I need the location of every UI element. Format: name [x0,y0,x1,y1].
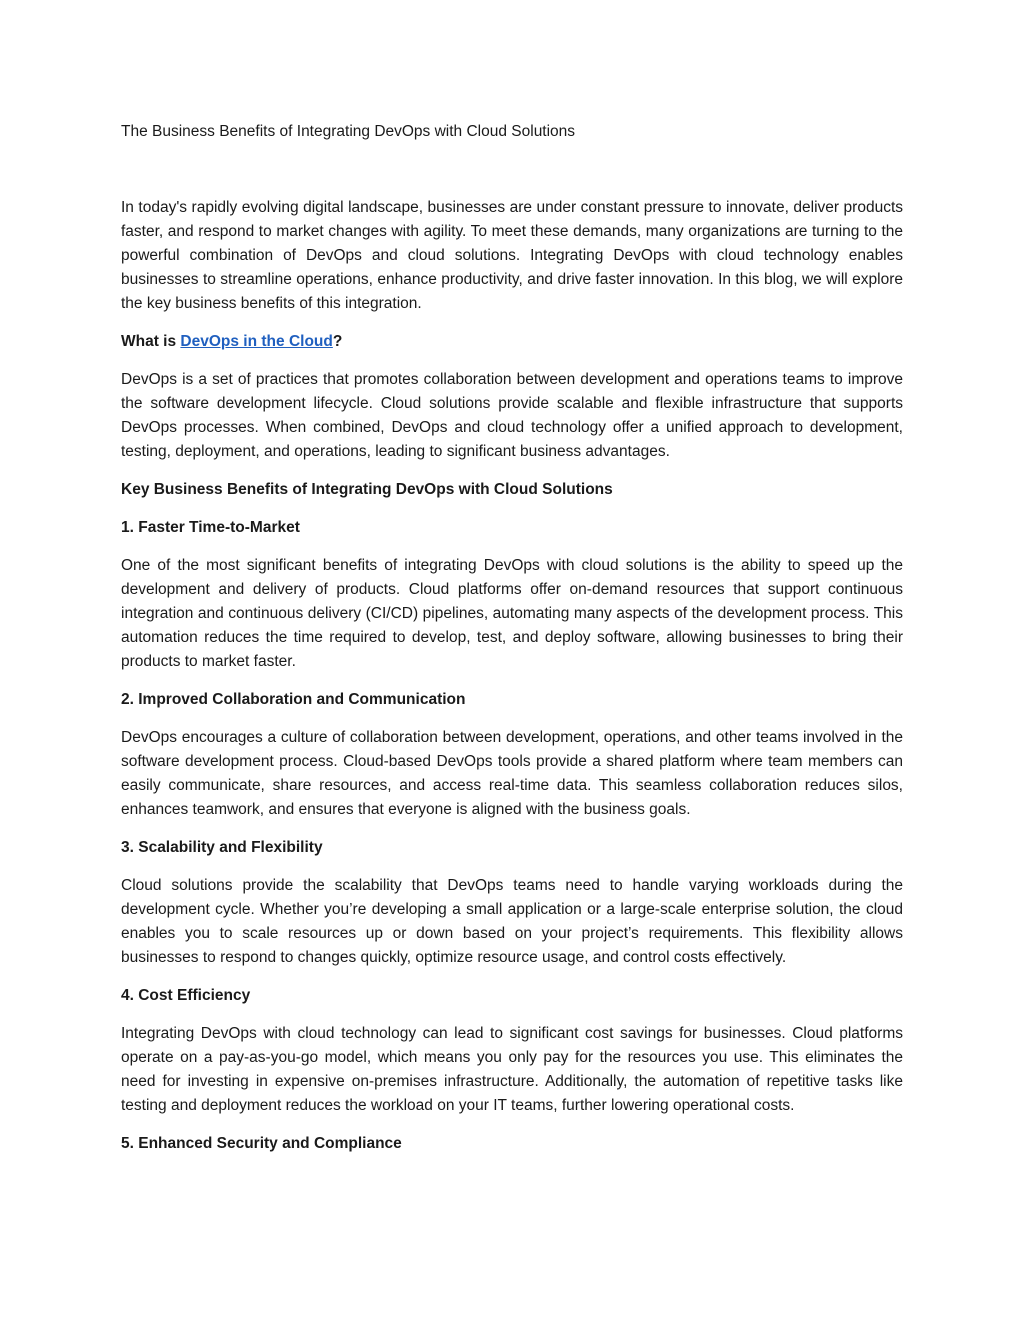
devops-paragraph: DevOps is a set of practices that promotes collaboration between development and operations teams to improve the software development lifecycle. Cloud solutions provide scalable and flexible infrastructure that supports DevOps processes. When combined, DevOps and cloud technology offer a unified approach to development, testing, deployment, and operations, leading to significant business advantages. [121,371,903,460]
section-heading-security-compliance: 5. Enhanced Security and Compliance [121,1135,402,1152]
document-title: The Business Benefits of Integrating DevOps with Cloud Solutions [121,123,576,140]
key-benefits-heading: Key Business Benefits of Integrating DevOps with Cloud Solutions [121,481,613,498]
section-body-cost-efficiency: Integrating DevOps with cloud technology can lead to significant cost savings for businesses. Cloud platforms operate on a pay-as-you-go model, which means you only pay for the resources you use. This eliminates the need for investing in expensive on-premises infrastructure. Additionally, the automation of repetitive tasks like testing and deployment reduces the workload on your IT teams, further lowering operational costs. [121,1025,903,1114]
what-is-prefix: What is [121,333,181,350]
section-body-faster-time-to-market: One of the most significant benefits of integrating DevOps with cloud solutions is the ability to speed up the development and delivery of products. Cloud platforms offer on-demand resources that support continuous integration and continuous delivery (CI/CD) pipelines, automating many aspects of the development process. This automation reduces the time required to develop, test, and deploy software, allowing businesses to bring their products to market faster. [121,557,903,670]
what-is-heading [121,330,903,354]
section-body-scalability-flexibility: Cloud solutions provide the scalability that DevOps teams need to handle varying workloads during the development cycle. Whether you’re developing a small application or a large-scale enterprise solution, the cloud enables you to scale resources up or down based on your project’s requirements. This flexibility allows businesses to respond to changes quickly, optimize resource usage, and control costs effectively. [121,877,903,966]
devops-in-the-cloud-link[interactable]: DevOps in the Cloud [180,333,333,350]
section-body-improved-collaboration: DevOps encourages a culture of collaboration between development, operations, and other teams involved in the software development process. Cloud-based DevOps tools provide a shared platform where team members can easily communicate, share resources, and access real-time data. This seamless collaboration reduces silos, enhances teamwork, and ensures that everyone is aligned with the business goals. [121,729,903,818]
section-heading-faster-time-to-market: 1. Faster Time-to-Market [121,519,300,536]
section-heading-scalability-flexibility: 3. Scalability and Flexibility [121,839,323,856]
what-is-suffix: ? [332,333,343,350]
section-heading-improved-collaboration: 2. Improved Collaboration and Communication [121,691,466,708]
intro-paragraph: In today's rapidly evolving digital landscape, businesses are under constant pressure to innovate, deliver products faster, and respond to market changes with agility. To meet these demands, many organizations are turning to the powerful combination of DevOps and cloud solutions. Integrating DevOps with cloud technology enables businesses to streamline operations, enhance productivity, and drive faster innovation. In this blog, we will explore the key business benefits of this integration. [121,199,903,312]
document-body [121,196,903,1170]
section-heading-cost-efficiency: 4. Cost Efficiency [121,987,251,1004]
